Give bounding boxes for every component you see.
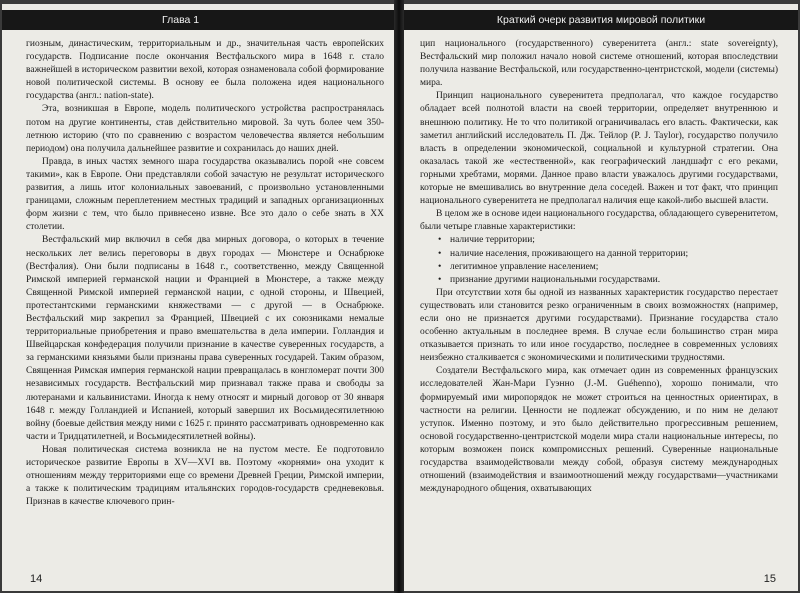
- right-running-header: [404, 10, 798, 30]
- paragraph: В целом же в основе идеи национального государства, обладающего суверенитетом, были четыре главные характеристики:: [420, 209, 778, 233]
- section-title: Краткий очерк развития мировой политики: [496, 14, 706, 26]
- left-page: [2, 4, 394, 591]
- list-item: • легитимное управление населением;: [450, 261, 778, 274]
- page-number-left: 14: [30, 573, 43, 585]
- chapter-title: Глава 1: [162, 14, 200, 26]
- paragraph: Эта, возникшая в Европе, модель политического устройства распространялась потом на другие континенты, став действительно мировой. За чуть более чем 350-летнюю историю (что по сравнению с возрастом человечества является небольшим периодом) она получила дальнейшее развитие и сохранилась до наших дней.: [26, 104, 384, 154]
- left-running-header: [2, 10, 394, 30]
- characteristics-list: [420, 234, 778, 286]
- page-number-right: 15: [763, 573, 776, 585]
- book-gutter: [394, 0, 404, 593]
- paragraph: гиозным, династическим, территориальным и др., значительная часть европейских государств. Подписание после окончания Вестфальского мира в 1648 г. стало важнейшей в историческом развитии вехой, которая ознаменовала собой формирование новой политической системы. В основу ее была положена идея национального государства (англ.: nation-state).: [26, 39, 384, 102]
- left-page-body: [26, 38, 384, 509]
- list-item: • наличие территории;: [450, 234, 778, 247]
- list-item: • признание другими национальными государствами.: [450, 274, 778, 287]
- right-page-body: [420, 38, 778, 496]
- right-page: [404, 4, 798, 591]
- paragraph: Правда, в иных частях земного шара государства оказывались порой «не совсем такими», как в Европе. Они представляли собой зачастую не результат исторического развития, а лишь итог колониальных завоеваний, с произвольно установленными границами, сложным переплетением местных традиций и западных организационных форм жизни с тем, что было привнесено извне. Все это дало о себе знать в XX столетии.: [26, 156, 384, 233]
- paragraph: Создатели Вестфальского мира, как отмечает один из современных французских исследователей Жан-Мари Гуэнно (J.-M. Guéhenno), хорошо понимали, что формируемый ими миропорядок не может строиться на ценностных ориентирах, в частности на религии. Ценности не подлежат обсуждению, и по ним не делают уступок. Именно поэтому, и это было действительно прогрессивным решением, основой государственно-центристской модели мира стали национальные интересы, по которым возможен поиск компромиссных решений. Суверенные национальные государства взаимодействовали между собой, образуя систему международных отношений (взаимодействия и взаимоотношений между государствами—участниками международного общения, охватывающих: [420, 366, 778, 495]
- paragraph: цип национального (государственного) суверенитета (англ.: state sovereignty), Вестфальский мир положил начало новой системе отношений, которая впоследствии получила название Вестфальской, или государственно-центристской, модели (системы) мира.: [420, 39, 778, 89]
- paragraph: При отсутствии хотя бы одной из названных характеристик государство перестает существовать или становится резко ограниченным в своих возможностях (например, если оно не признается другими государствами). Признание государства стало особенно актуальным в последнее время. В случае если большинство стран мира отказывается признать то или иное государство, последнее в современных условиях неизбежно сталкивается с экономическими и политическими трудностями.: [420, 287, 778, 364]
- paragraph: Новая политическая система возникла не на пустом месте. Ее подготовило историческое развитие Европы в XV—XVI вв. Поэтому «корнями» она уходит к отношениям между территориями еще со времени Древней Греции, Римской империи, а также к политическим традициям итальянских городов-государств средневековья. Признав в качестве ключевого прин-: [26, 444, 384, 508]
- paragraph: Вестфальский мир включил в себя два мирных договора, о которых в течение нескольких лет велись переговоры в двух городах — Мюнстере и Оснабрюке (Вестфалия). Они были подписаны в 1648 г., соответственно, между Священной Римской империей германской нации и Францией в Мюнстере, а также между Священной Римской империей германской нации, с одной стороны, и Швецией, протестантскими германскими княжествами — с другой — в Оснабрюке. Вестфальский мир закрепил за Францией, Швецией с их союзниками немалые территориальные приобретения и право вмешательства в дела империи. Голландия и Швейцарская конфедерация получили признание в качестве суверенных государств, а за германскими князьями были признаны права суверенных государей. Таким образом, Священная Римская империя германской нации превращалась в конгломерат почти 300 независимых государств. Вестфальский мир признавал также права и свободы за лютеранами и кальвинистами. Иногда к нему относят и мирный договор от 30 января 1648 г. между Голландией и Испанией, который завершил их Восьмидесятилетнюю войну (боевые действия между ними с 1625 г. принято рассматривать одновременно как части и Тридцатилетней, и Восьмидесятилетней войны).: [26, 235, 384, 442]
- paragraph: Принцип национального суверенитета предполагал, что каждое государство обладает всей полнотой власти на своей территории, определяет внутреннюю и внешнюю политику. Не то что политикой ограничивалась его власть. Фактически, как заметил английский исследователь П. Дж. Тейлор (P. J. Taylor), государство получило власть в определении экономической, социальной и культурной стратегии. Она оказалась такой же «естественной», как географический ландшафт с его реками, горными хребтами, морями. Данное право власти уважалось другими государствами, которые не вмешивались во внутренние дела соседей. Важен и тот факт, что принцип национального суверенитета не предполагал наличия еще какой-либо высшей власти.: [420, 91, 778, 207]
- list-item: • наличие населения, проживающего на данной территории;: [450, 248, 778, 261]
